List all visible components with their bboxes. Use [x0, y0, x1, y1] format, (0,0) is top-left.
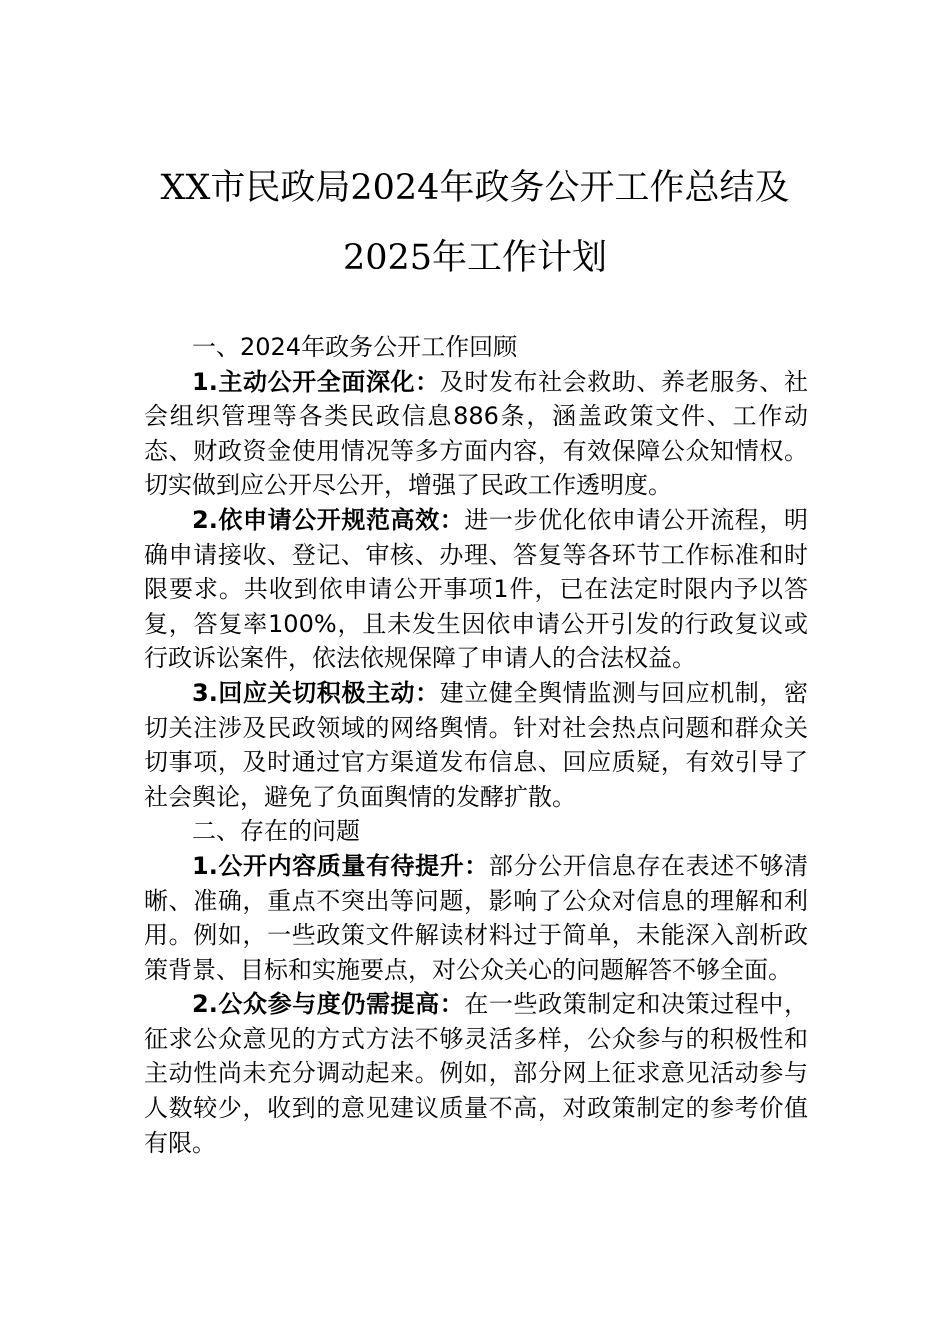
paragraph-text: 及时发布社会救助、养老服务、社会组织管理等各类民政信息886条，涵盖政策文件、工作动态、财政资金使用情况等多方面内容，有效保障公众知情权。切实做到应公开尽公开，增强了民政工作透明度。: [144, 367, 809, 500]
document-title-line2: 2025年工作计划: [342, 238, 608, 278]
paragraph: [144, 676, 808, 814]
paragraph-text: 在一些政策制定和决策过程中，征求公众意见的方式方法不够灵活多样，公众参与的积极性和主动性尚未充分调动起来。例如，部分网上征求意见活动参与人数较少，收到的意见建议质量不高，对政策制定的参考价值有限。: [144, 990, 808, 1157]
document-title-line1: XX市民政局2024年政务公开工作总结及: [160, 168, 790, 208]
paragraph-lead: 1.公开内容质量有待提升：: [192, 851, 489, 880]
paragraph-lead: 2.依申请公开规范高效：: [192, 505, 465, 534]
paragraph: [144, 987, 808, 1160]
paragraph-lead: 1.主动公开全面深化：: [192, 367, 440, 396]
paragraph-text: 进一步优化依申请公开流程，明确申请接收、登记、审核、办理、答复等各环节工作标准和时限要求。共收到依申请公开事项1件，已在法定时限内予以答复，答复率100%，且未发生因依申请公开引发的行政复议或行政诉讼案件，依法依规保障了申请人的合法权益。: [144, 505, 808, 673]
paragraph: [144, 503, 808, 676]
document-body: [144, 330, 808, 1160]
section-heading-review: 一、2024年政务公开工作回顾: [192, 333, 518, 361]
paragraph: [144, 849, 808, 987]
paragraph-lead: 3.回应关切积极主动：: [192, 678, 440, 707]
paragraph-text: 建立健全舆情监测与回应机制，密切关注涉及民政领域的网络舆情。针对社会热点问题和群众关切事项，及时通过官方渠道发布信息、回应质疑，有效引导了社会舆论，避免了负面舆情的发酵扩散。: [144, 678, 809, 811]
paragraph-text: 部分公开信息存在表述不够清晰、准确，重点不突出等问题，影响了公众对信息的理解和利用。例如，一些政策文件解读材料过于简单，未能深入剖析政策背景、目标和实施要点，对公众关心的问题解答不够全面。: [144, 851, 808, 984]
section-heading-problems: 二、存在的问题: [192, 817, 360, 846]
paragraph-lead: 2.公众参与度仍需提高：: [192, 990, 465, 1019]
paragraph: [144, 365, 808, 503]
